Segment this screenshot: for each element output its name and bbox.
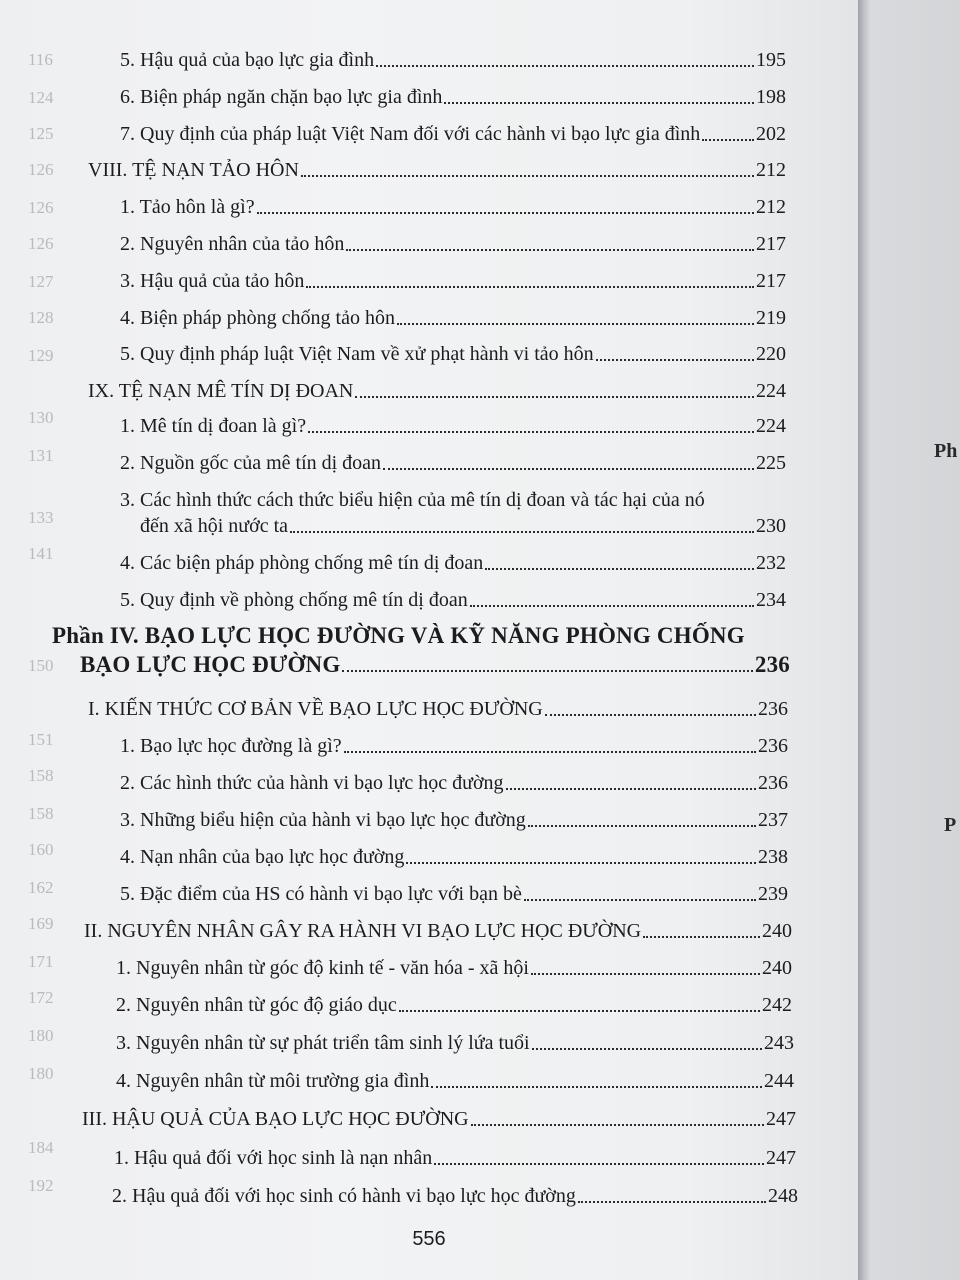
toc-entry-title: 3. Hậu quả của tảo hôn [120, 270, 305, 292]
ghost-number: 124 [28, 88, 54, 107]
toc-entry [114, 1146, 796, 1170]
toc-entry-page: 238 [758, 846, 788, 868]
toc-entry-title: III. HẬU QUẢ CỦA BẠO LỰC HỌC ĐƯỜNG [82, 1108, 469, 1130]
dot-leader [532, 1048, 762, 1050]
toc-entry [120, 551, 786, 575]
toc-entry-page: 212 [756, 196, 786, 218]
toc-entry-title: 2. Nguồn gốc của mê tín dị đoan [120, 452, 382, 474]
toc-entry-page: 240 [762, 957, 792, 979]
ghost-number: 184 [28, 1138, 54, 1157]
toc-entry-title: I. KIẾN THỨC CƠ BẢN VỀ BẠO LỰC HỌC ĐƯỜNG [88, 698, 543, 720]
toc-entry [120, 306, 786, 330]
dot-leader [355, 396, 754, 398]
toc-entry-page: 224 [756, 380, 786, 402]
toc-entry-page: 236 [758, 735, 788, 757]
ghost-number: 151 [28, 730, 54, 749]
toc-entry-title: 1. Nguyên nhân từ góc độ kinh tế - văn hóa - xã hội [116, 957, 529, 979]
toc-entry [116, 1069, 794, 1093]
dot-leader [383, 468, 754, 470]
toc-entry-page: 198 [756, 86, 786, 108]
toc-entry [120, 269, 786, 293]
dot-leader [444, 102, 754, 104]
next-page-fragment: P [944, 814, 957, 836]
toc-entry-page: 232 [756, 552, 786, 574]
toc-entry [120, 808, 788, 832]
toc-entry-title: IX. TỆ NẠN MÊ TÍN DỊ ĐOAN [88, 380, 354, 402]
ghost-number: 127 [28, 272, 54, 291]
toc-entry-title: 5. Hậu quả của bạo lực gia đình [120, 49, 375, 71]
toc-entry [140, 514, 786, 538]
toc-entry [120, 232, 786, 256]
ghost-number: 169 [28, 914, 54, 933]
dot-leader [306, 286, 754, 288]
dot-leader [485, 568, 754, 570]
toc-entry-title: 1. Tảo hôn là gì? [120, 196, 255, 218]
toc-entry-page: 239 [758, 883, 788, 905]
toc-entry-title: 6. Biện pháp ngăn chặn bạo lực gia đình [120, 86, 443, 108]
ghost-number: 162 [28, 878, 54, 897]
toc-entry-page: 236 [758, 772, 788, 794]
toc-entry [120, 734, 788, 758]
toc-entry-title: 2. Nguyên nhân từ góc độ giáo dục [116, 994, 397, 1016]
toc-entry-title: 5. Đặc điểm của HS có hành vi bạo lực với bạn bè [120, 883, 522, 905]
toc-entry-page: 230 [756, 515, 786, 537]
toc-entry-page: 217 [756, 233, 786, 255]
toc-entry-page: 195 [756, 49, 786, 71]
toc-entry-title: 4. Các biện pháp phòng chống mê tín dị đoan [120, 552, 484, 574]
dot-leader [578, 1201, 766, 1203]
part-heading: Phần IV. BẠO LỰC HỌC ĐƯỜNG VÀ KỸ NĂNG PHÒNG CHỐNG [52, 623, 745, 648]
toc-entry [120, 451, 786, 475]
toc-entry-page: 234 [756, 589, 786, 611]
dot-leader [406, 862, 756, 864]
toc-entry [120, 85, 786, 109]
toc-entry-page: 244 [764, 1070, 794, 1092]
toc-entry-title: 1. Bạo lực học đường là gì? [120, 735, 342, 757]
toc-entry [120, 414, 786, 438]
toc-entry-page: 217 [756, 270, 786, 292]
toc-entry-page: 212 [756, 159, 786, 181]
toc-entry-title: 4. Nạn nhân của bạo lực học đường [120, 846, 405, 868]
toc-entry [120, 771, 788, 795]
toc-entry [120, 882, 788, 906]
ghost-number: 158 [28, 766, 54, 785]
toc-entry [116, 1031, 794, 1055]
toc-entry-page: 236 [758, 698, 788, 720]
dot-leader [471, 1124, 764, 1126]
toc-entry-page: 247 [766, 1147, 796, 1169]
dot-leader [545, 714, 756, 716]
next-page-edge [858, 0, 960, 1280]
ghost-number: 129 [28, 346, 54, 365]
toc-entry [82, 1107, 796, 1131]
toc-entry-title: 3. Nguyên nhân từ sự phát triển tâm sinh lý lứa tuổi [116, 1032, 530, 1054]
ghost-number: 158 [28, 804, 54, 823]
dot-leader [531, 973, 760, 975]
ghost-number: 160 [28, 840, 54, 859]
dot-leader [431, 1086, 762, 1088]
toc-entry-page: 225 [756, 452, 786, 474]
dot-leader [376, 65, 754, 67]
dot-leader [434, 1163, 764, 1165]
ghost-number: 180 [28, 1064, 54, 1083]
ghost-number: 150 [28, 656, 54, 675]
toc-entry [88, 697, 788, 721]
ghost-number: 126 [28, 160, 54, 179]
toc-entry [88, 158, 786, 182]
toc-entry [120, 845, 788, 869]
toc-entry-title: 7. Quy định của pháp luật Việt Nam đối với các hành vi bạo lực gia đình [120, 123, 701, 145]
toc-entry-title: 4. Biện pháp phòng chống tảo hôn [120, 307, 395, 329]
part-heading-line2 [80, 653, 790, 677]
toc-entry [112, 1184, 798, 1208]
toc-entry-title: II. NGUYÊN NHÂN GÂY RA HÀNH VI BẠO LỰC HỌC ĐƯỜNG [84, 920, 642, 942]
toc-entry-page: 202 [756, 123, 786, 145]
toc-entry-title: 1. Mê tín dị đoan là gì? [120, 415, 307, 437]
dot-leader [596, 359, 754, 361]
toc-entry [116, 956, 792, 980]
dot-leader [524, 899, 756, 901]
toc-entry-page: 248 [768, 1185, 798, 1207]
ghost-number: 128 [28, 308, 54, 327]
toc-entry [84, 919, 792, 943]
toc-entry-title: 5. Quy định pháp luật Việt Nam về xử phạt hành vi tảo hôn [120, 343, 594, 365]
toc-entry-page: 220 [756, 343, 786, 365]
toc-entry-page: 242 [762, 994, 792, 1016]
toc-entry [120, 195, 786, 219]
dot-leader [344, 751, 756, 753]
toc-entry [88, 379, 786, 403]
dot-leader [643, 936, 760, 938]
toc-entry [120, 122, 786, 146]
dot-leader [470, 605, 754, 607]
ghost-number: 171 [28, 952, 54, 971]
dot-leader [528, 825, 756, 827]
ghost-number: 126 [28, 198, 54, 217]
ghost-number: 172 [28, 988, 54, 1007]
dot-leader [702, 139, 754, 141]
toc-entry [116, 993, 792, 1017]
ghost-number: 125 [28, 124, 54, 143]
toc-entry-title: VIII. TỆ NẠN TẢO HÔN [88, 159, 299, 181]
toc-entry [120, 588, 786, 612]
toc-entry-page: 247 [766, 1108, 796, 1130]
dot-leader [346, 249, 754, 251]
ghost-number: 192 [28, 1176, 54, 1195]
ghost-number: 126 [28, 234, 54, 253]
ghost-number: 116 [28, 50, 53, 69]
toc-entry-page: 243 [764, 1032, 794, 1054]
ghost-number: 180 [28, 1026, 54, 1045]
toc-entry-title: 4. Nguyên nhân từ môi trường gia đình [116, 1070, 430, 1092]
toc-entry-page: 237 [758, 809, 788, 831]
toc-entry-title: 5. Quy định về phòng chống mê tín dị đoan [120, 589, 468, 611]
toc-entry-title: BẠO LỰC HỌC ĐƯỜNG [80, 652, 341, 677]
dot-leader [399, 1010, 760, 1012]
toc-entry-page: 240 [762, 920, 792, 942]
dot-leader [397, 323, 754, 325]
dot-leader [308, 431, 754, 433]
ghost-number: 130 [28, 408, 54, 427]
dot-leader [257, 212, 754, 214]
ghost-number: 131 [28, 446, 54, 465]
toc-entry-title: đến xã hội nước ta [140, 515, 289, 537]
dot-leader [506, 788, 756, 790]
toc-entry-page: 236 [754, 652, 790, 677]
ghost-number: 141 [28, 544, 54, 563]
next-page-fragment: Ph [934, 440, 958, 462]
dot-leader [342, 670, 752, 672]
toc-entry [120, 48, 786, 72]
toc-entry-page: 219 [756, 307, 786, 329]
toc-entry-title: 2. Các hình thức của hành vi bạo lực học đường [120, 772, 504, 794]
dot-leader [301, 175, 754, 177]
toc-entry-title: 3. Những biểu hiện của hành vi bạo lực học đường [120, 809, 526, 831]
toc-entry-title: 2. Hậu quả đối với học sinh có hành vi bạo lực học đường [112, 1185, 576, 1207]
toc-entry-title: 2. Nguyên nhân của tảo hôn [120, 233, 345, 255]
page-number: 556 [412, 1228, 446, 1250]
ghost-number: 133 [28, 508, 54, 527]
toc-entry-title: 1. Hậu quả đối với học sinh là nạn nhân [114, 1147, 433, 1169]
toc-entry-title-line1: 3. Các hình thức cách thức biểu hiện của mê tín dị đoan và tác hại của nó [120, 489, 705, 511]
toc-entry [120, 342, 786, 366]
toc-entry-page: 224 [756, 415, 786, 437]
dot-leader [290, 531, 754, 533]
